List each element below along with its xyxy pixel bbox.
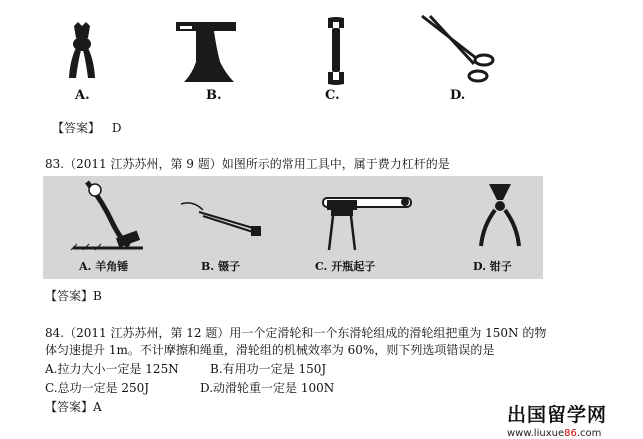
bottle-opener-icon xyxy=(323,198,411,250)
q83-answer: 【答案】B xyxy=(45,289,102,303)
tool-b-caption: B. 镊子 xyxy=(201,260,240,273)
scissors-icon xyxy=(418,14,502,86)
q84-answer: 【答案】A xyxy=(45,400,102,414)
q83-tools-figure xyxy=(43,176,543,279)
watermark xyxy=(507,400,639,439)
tool-a-caption: A. 羊角锤 xyxy=(79,260,129,273)
q84-option-a: A.拉力大小一定是 125N xyxy=(45,362,179,376)
q82-answer xyxy=(52,121,121,135)
option-d-label: D. xyxy=(450,88,466,103)
q84-option-d: D.动滑轮重一定是 100N xyxy=(200,381,335,395)
option-a-label: A. xyxy=(75,88,90,103)
q84-stem-line-1: 84.（2011 江苏苏州，第 12 题）用一个定滑轮和一个东滑轮组成的滑轮组把重为 150N 的物 xyxy=(45,326,547,340)
tool-d-caption: D. 钳子 xyxy=(473,260,512,273)
watermark-url-suffix: .com xyxy=(576,428,602,439)
option-c-label: C. xyxy=(325,88,340,103)
q84-stem-line-2: 体匀速提升 1m。不计摩擦和绳重，滑轮组的机械效率为 60%，则下列选项错误的是 xyxy=(45,343,495,357)
claw-hammer-icon xyxy=(71,182,143,250)
watermark-url xyxy=(507,428,639,439)
answer-value: D xyxy=(111,121,122,135)
watermark-url-prefix: www.liuxue xyxy=(507,428,565,439)
watermark-name: 出国留学网 xyxy=(507,404,608,426)
q82-figure-row xyxy=(40,8,560,110)
tweezers-icon xyxy=(181,203,261,236)
q84-option-b: B.有用功一定是 150J xyxy=(210,362,327,376)
tool-c-caption: C. 开瓶起子 xyxy=(315,260,376,273)
option-b-label: B. xyxy=(206,88,222,103)
pliers-q83-icon xyxy=(481,184,519,246)
stapler-icon xyxy=(174,16,238,86)
wrench-icon xyxy=(324,16,348,86)
q83-stem: 83.（2011 江苏苏州，第 9 题）如图所示的常用工具中，属于费力杠杆的是 xyxy=(45,157,450,171)
q84-option-c: C.总功一定是 250J xyxy=(45,381,150,395)
watermark-url-number: 86 xyxy=(564,428,577,439)
answer-label: 【答案】 xyxy=(52,121,101,135)
pliers-icon xyxy=(64,20,100,82)
